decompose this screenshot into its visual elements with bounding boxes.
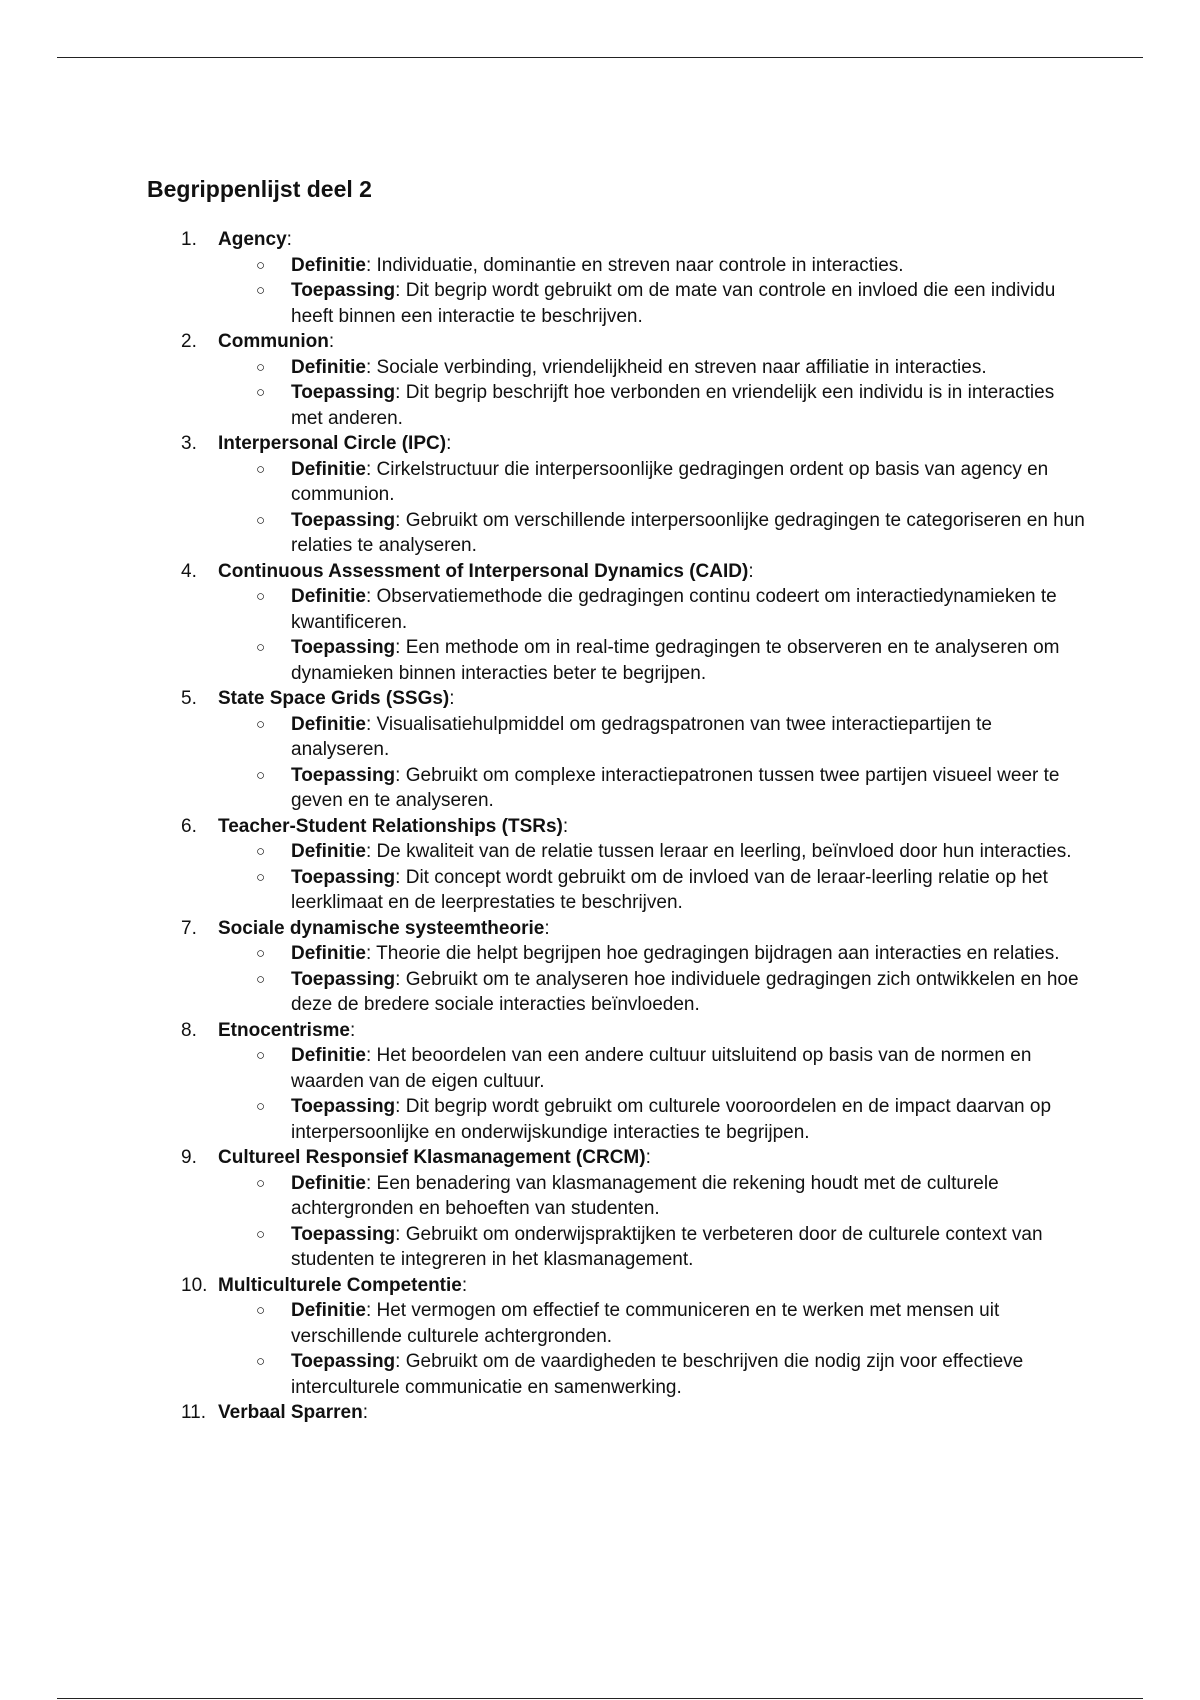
definition-text: Sociale verbinding, vriendelijkheid en streven naar affiliatie in interacties. — [376, 356, 987, 378]
term-name: Interpersonal Circle (IPC) — [218, 433, 447, 454]
term-number: 4. — [181, 560, 197, 582]
definition-label: Definitie — [291, 356, 366, 378]
definition-text: De kwaliteit van de relatie tussen leraar en leerling, beïnvloed door hun interacties. — [376, 841, 1072, 862]
bullet-icon: ○ — [256, 460, 266, 478]
definition-label: Definitie — [291, 1045, 366, 1066]
bullet-icon: ○ — [256, 639, 266, 656]
term-name: Multiculturele Competentie — [218, 1274, 462, 1296]
application-text: Dit begrip beschrijft hoe verbonden en vriendelijk een individu is in interacties met anderen. — [291, 382, 1055, 429]
term-item: 7. Sociale dynamische systeemtheorie: ○ Definitie: Theorie die helpt begrijpen hoe gedragingen bijdragen aan interacties en relaties. ○ Toepassing: Gebruikt om te analyseren hoe individuele gedragingen zich ontwikkelen en hoe deze de bredere sociale interacties beïnvloeden. — [147, 916, 1087, 1018]
term-number: 10. — [181, 1274, 208, 1296]
bullet-icon: ○ — [256, 384, 266, 401]
bullet-icon: ○ — [256, 715, 266, 733]
definition-item: ○ Definitie: De kwaliteit van de relatie tussen leraar en leerling, beïnvloed door hun interacties. — [218, 839, 1087, 865]
definition-label: Definitie — [291, 1300, 366, 1321]
bullet-icon: ○ — [256, 1225, 266, 1243]
definition-text: Theorie die helpt begrijpen hoe gedragingen bijdragen aan interacties en relaties. — [376, 943, 1060, 964]
definition-text: Observatiemethode die gedragingen continu codeert om interactiedynamieken te kwantificeren. — [291, 586, 1057, 633]
application-item: ○ Toepassing: Dit concept wordt gebruikt om de invloed van de leraar-leerling relatie op het leerklimaat en de leerprestaties te beschrijven. — [256, 866, 1048, 913]
bullet-icon: ○ — [256, 843, 266, 860]
application-text: Een methode om in real-time gedragingen te observeren en te analyseren om dynamieken binnen interacties beter te begrijpen. — [291, 637, 1060, 684]
application-item: ○ Toepassing: Dit begrip wordt gebruikt om culturele vooroordelen en de impact daarvan op interpersoonlijke en onderwijskundige interacties te begrijpen. — [256, 1096, 1052, 1143]
definition-label: Definitie — [291, 943, 366, 964]
term-number: 8. — [181, 1019, 197, 1041]
term-item: 2. Communion: ○ Definitie: Sociale verbinding, vriendelijkheid en streven naar affiliatie in interacties. ○ Toepassing: Dit begrip beschrijft hoe verbonden en vriendelijk een individu is in interacties met anderen. — [147, 329, 1087, 431]
term-number: 7. — [181, 917, 197, 939]
definition-item: ○ Definitie: Observatiemethode die gedragingen continu codeert om interactiedynamieken te kwantificeren. — [256, 586, 1057, 633]
application-text: Dit begrip wordt gebruikt om de mate van controle en invloed die een individu heeft binnen een interactie te beschrijven. — [291, 280, 1056, 327]
definition-item: ○ Definitie: Visualisatiehulpmiddel om gedragspatronen van twee interactiepartijen te analyseren. — [256, 713, 992, 760]
page-title: Begrippenlijst deel 2 — [147, 176, 372, 202]
application-item: ○ Toepassing: Een methode om in real-time gedragingen te observeren en te analyseren om dynamieken binnen interacties beter te begrijpen. — [256, 637, 1060, 684]
application-text: Gebruikt om complexe interactiepatronen tussen twee partijen visueel weer te geven en te analyseren. — [291, 764, 1060, 811]
term-name: Communion — [218, 331, 329, 352]
application-label: Toepassing — [291, 637, 396, 658]
term-name: Continuous Assessment of Interpersonal Dynamics (CAID) — [218, 560, 749, 582]
application-text: Dit begrip wordt gebruikt om culturele vooroordelen en de impact daarvan op interpersoonlijke en onderwijskundige interacties te begrijpen. — [291, 1096, 1052, 1143]
bullet-icon: ○ — [256, 868, 266, 886]
term-number: 9. — [181, 1147, 197, 1168]
application-label: Toepassing — [291, 968, 396, 990]
term-item: 4. Continuous Assessment of Interpersonal Dynamics (CAID): ○ Definitie: Observatiemethode die gedragingen continu codeert om interactiedynamieken te kwantificeren. ○ Toepassing: Een methode om in real-time gedragingen te observeren en te analyseren om dynamieken binnen interacties beter te begrijpen. — [147, 559, 1087, 687]
term-number: 5. — [181, 688, 197, 709]
definition-label: Definitie — [291, 458, 366, 480]
bullet-icon: ○ — [256, 1353, 266, 1370]
definition-label: Definitie — [291, 1172, 366, 1194]
application-label: Toepassing — [291, 764, 396, 786]
bullet-icon: ○ — [256, 282, 266, 299]
application-text: Dit concept wordt gebruikt om de invloed van de leraar-leerling relatie op het leerklimaat en de leerprestaties te beschrijven. — [291, 866, 1048, 913]
top-rule — [57, 57, 1143, 58]
bullet-icon: ○ — [256, 1098, 266, 1115]
term-item: 5. State Space Grids (SSGs): ○ Definitie: Visualisatiehulpmiddel om gedragspatronen van twee interactiepartijen te analyseren. ○ Toepassing: Gebruikt om complexe interactiepatronen tussen twee partijen visueel weer te geven en te analyseren. — [147, 686, 1087, 814]
term-name: Cultureel Responsief Klasmanagement (CRCM) — [218, 1147, 646, 1168]
term-item: 10. Multiculturele Competentie: ○ Definitie: Het vermogen om effectief te communiceren en te werken met mensen uit verschillende culturele achtergronden. ○ Toepassing: Gebruikt om de vaardigheden te beschrijven die nodig zijn voor effectieve interculturele communicatie en samenwerking. — [147, 1273, 1087, 1401]
term-item: 1. Agency: ○ Definitie: Individuatie, dominantie en streven naar controle in interacties. ○ Toepassing: Dit begrip wordt gebruikt om de mate van controle en invloed die een individu heeft binnen een interactie te beschrijven. — [147, 227, 1087, 329]
term-item: 6. Teacher-Student Relationships (TSRs): ○ Definitie: De kwaliteit van de relatie tussen leraar en leerling, beïnvloed door hun interacties. ○ Toepassing: Dit concept wordt gebruikt om de invloed van de leraar-leerling relatie op het leerklimaat en de leerprestaties te beschrijven. — [147, 814, 1087, 916]
definition-label: Definitie — [291, 713, 366, 735]
definition-item: ○ Definitie: Sociale verbinding, vriendelijkheid en streven naar affiliatie in interacties. — [218, 355, 1087, 381]
application-text: Gebruikt om verschillende interpersoonlijke gedragingen te categoriseren en hun relaties te analyseren. — [291, 509, 1085, 556]
application-item: ○ Toepassing: Gebruikt om verschillende interpersoonlijke gedragingen te categoriseren en hun relaties te analyseren. — [256, 509, 1085, 556]
application-label: Toepassing — [291, 866, 396, 888]
definition-text: Het vermogen om effectief te communiceren en te werken met mensen uit verschillende culturele achtergronden. — [291, 1300, 1000, 1347]
term-name: Verbaal Sparren — [218, 1402, 363, 1423]
application-text: Gebruikt om te analyseren hoe individuele gedragingen zich ontwikkelen en hoe deze de bredere sociale interacties beïnvloeden. — [291, 968, 1079, 1015]
application-item: ○ Toepassing: Gebruikt om complexe interactiepatronen tussen twee partijen visueel weer te geven en te analyseren. — [256, 764, 1060, 811]
term-name: Teacher-Student Relationships (TSRs) — [218, 815, 563, 837]
definition-text: Het beoordelen van een andere cultuur uitsluitend op basis van de normen en waarden van de eigen cultuur. — [291, 1045, 1032, 1092]
bullet-icon: ○ — [256, 766, 266, 784]
application-item: ○ Toepassing: Dit begrip wordt gebruikt om de mate van controle en invloed die een individu heeft binnen een interactie te beschrijven. — [256, 280, 1056, 327]
application-item: ○ Toepassing: Gebruikt om de vaardigheden te beschrijven die nodig zijn voor effectieve interculturele communicatie en samenwerking. — [256, 1351, 1024, 1398]
definition-label: Definitie — [291, 586, 366, 607]
application-label: Toepassing — [291, 382, 396, 403]
application-item: ○ Toepassing: Gebruikt om onderwijspraktijken te verbeteren door de culturele context van studenten te integreren in het klasmanagement. — [256, 1223, 1043, 1270]
application-label: Toepassing — [291, 509, 396, 531]
bullet-icon: ○ — [256, 358, 266, 376]
bullet-icon: ○ — [256, 970, 266, 988]
bullet-icon: ○ — [256, 945, 266, 962]
term-number: 11. — [181, 1402, 207, 1423]
term-number: 6. — [181, 815, 197, 837]
definition-text: Visualisatiehulpmiddel om gedragspatronen van twee interactiepartijen te analyseren. — [291, 713, 992, 760]
term-item: 9. Cultureel Responsief Klasmanagement (CRCM): ○ Definitie: Een benadering van klasmanagement die rekening houdt met de culturele achtergronden en behoeften van studenten. ○ Toepassing: Gebruikt om onderwijspraktijken te verbeteren door de culturele context van studenten te integreren in het klasmanagement. — [147, 1145, 1087, 1273]
application-label: Toepassing — [291, 1096, 396, 1117]
application-label: Toepassing — [291, 1351, 396, 1372]
bullet-icon: ○ — [256, 588, 266, 605]
term-name: Etnocentrisme — [218, 1019, 350, 1041]
term-number: 3. — [181, 433, 197, 454]
term-name: Agency — [218, 229, 287, 250]
definition-item: ○ Definitie: Theorie die helpt begrijpen hoe gedragingen bijdragen aan interacties en relaties. — [218, 941, 1087, 967]
bullet-icon: ○ — [256, 1047, 266, 1064]
application-item: ○ Toepassing: Gebruikt om te analyseren hoe individuele gedragingen zich ontwikkelen en hoe deze de bredere sociale interacties beïnvloeden. — [256, 968, 1079, 1015]
bullet-icon: ○ — [256, 1302, 266, 1319]
term-item: 8. Etnocentrisme: ○ Definitie: Het beoordelen van een andere cultuur uitsluitend op basis van de normen en waarden van de eigen cultuur. ○ Toepassing: Dit begrip wordt gebruikt om culturele vooroordelen en de impact daarvan op interpersoonlijke en onderwijskundige interacties te begrijpen. — [147, 1018, 1087, 1146]
definition-text: Een benadering van klasmanagement die rekening houdt met de culturele achtergronden en behoeften van studenten. — [291, 1172, 999, 1219]
term-number: 2. — [181, 331, 197, 352]
term-name: State Space Grids (SSGs) — [218, 688, 450, 709]
bullet-icon: ○ — [256, 511, 266, 529]
definition-item: ○ Definitie: Een benadering van klasmanagement die rekening houdt met de culturele achtergronden en behoeften van studenten. — [256, 1172, 999, 1219]
definition-item: ○ Definitie: Cirkelstructuur die interpersoonlijke gedragingen ordent op basis van agency en communion. — [256, 458, 1049, 505]
term-item: 11. Verbaal Sparren: — [147, 1400, 1087, 1426]
terms-list — [147, 227, 1087, 1426]
bullet-icon: ○ — [256, 256, 266, 274]
application-label: Toepassing — [291, 280, 396, 301]
definition-label: Definitie — [291, 841, 366, 862]
term-item: 3. Interpersonal Circle (IPC): ○ Definitie: Cirkelstructuur die interpersoonlijke gedragingen ordent op basis van agency en communion. ○ Toepassing: Gebruikt om verschillende interpersoonlijke gedragingen te categoriseren en hun relaties te analyseren. — [147, 431, 1087, 559]
definition-item: ○ Definitie: Het vermogen om effectief te communiceren en te werken met mensen uit verschillende culturele achtergronden. — [256, 1300, 1000, 1347]
definition-item: ○ Definitie: Het beoordelen van een andere cultuur uitsluitend op basis van de normen en waarden van de eigen cultuur. — [256, 1045, 1032, 1092]
bottom-rule — [57, 1698, 1143, 1699]
definition-text: Individuatie, dominantie en streven naar controle in interacties. — [376, 254, 904, 276]
application-text: Gebruikt om de vaardigheden te beschrijven die nodig zijn voor effectieve interculturele communicatie en samenwerking. — [291, 1351, 1024, 1398]
definition-label: Definitie — [291, 254, 366, 276]
application-item: ○ Toepassing: Dit begrip beschrijft hoe verbonden en vriendelijk een individu is in interacties met anderen. — [256, 382, 1055, 429]
term-name: Sociale dynamische systeemtheorie — [218, 917, 545, 939]
term-number: 1. — [181, 229, 197, 250]
application-label: Toepassing — [291, 1223, 396, 1245]
bullet-icon: ○ — [256, 1174, 266, 1192]
definition-item: ○ Definitie: Individuatie, dominantie en streven naar controle in interacties. — [218, 253, 1087, 279]
application-text: Gebruikt om onderwijspraktijken te verbeteren door de culturele context van studenten te integreren in het klasmanagement. — [291, 1223, 1043, 1270]
page-content — [147, 174, 1087, 1426]
definition-text: Cirkelstructuur die interpersoonlijke gedragingen ordent op basis van agency en communion. — [291, 458, 1049, 505]
